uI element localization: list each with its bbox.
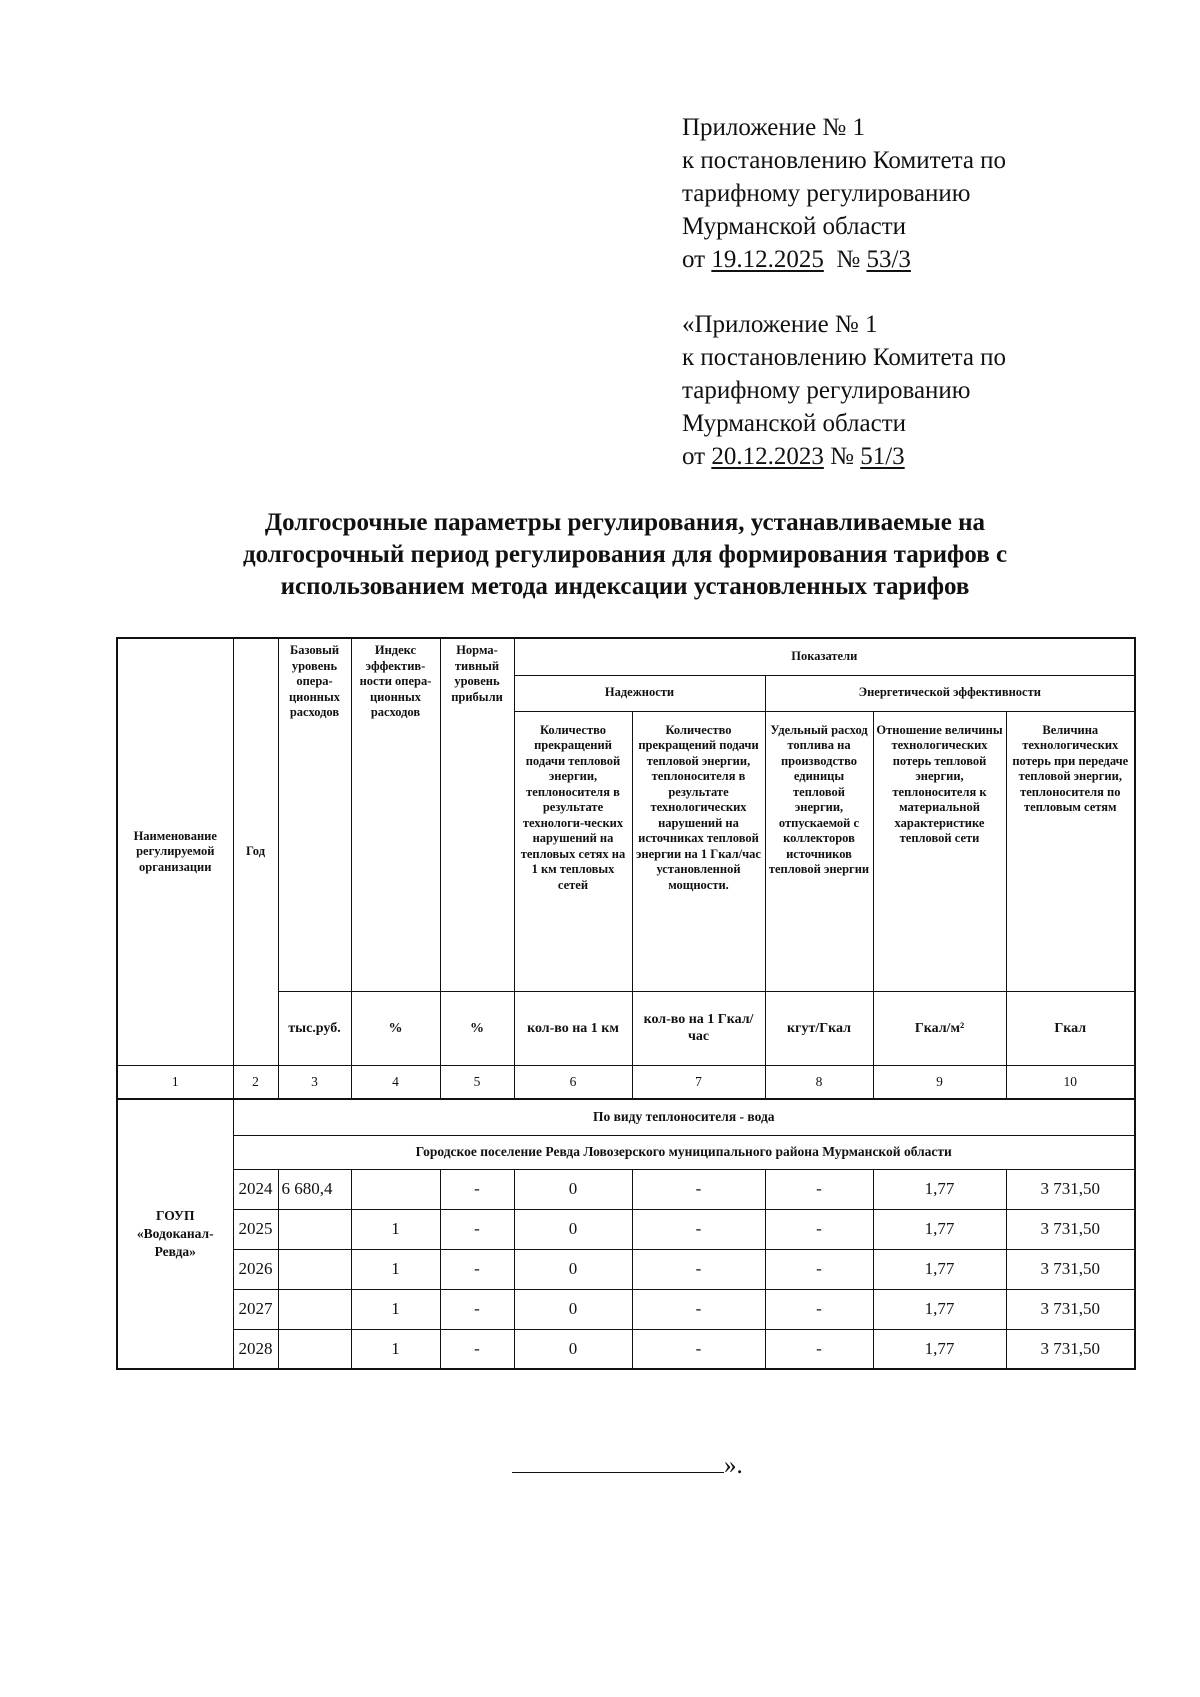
col6-cell: 0 bbox=[514, 1169, 632, 1209]
appendix-line: Приложение № 1 bbox=[682, 114, 866, 141]
col9-cell: 1,77 bbox=[873, 1209, 1006, 1249]
header-efficiency-index: Индекс эффектив-ности опера-ционных расходов bbox=[351, 638, 440, 991]
base-level-cell bbox=[278, 1329, 351, 1369]
col7-cell: - bbox=[632, 1249, 765, 1289]
unit-col6: кол-во на 1 км bbox=[514, 991, 632, 1065]
col6-cell: 0 bbox=[514, 1209, 632, 1249]
col9-cell: 1,77 bbox=[873, 1329, 1006, 1369]
year-cell: 2027 bbox=[233, 1289, 278, 1329]
date-prefix: от bbox=[682, 443, 712, 470]
appendix-date-line bbox=[682, 440, 1006, 473]
blank-underline bbox=[512, 1450, 724, 1473]
header-org-name: Наименование регулируемой организации bbox=[117, 638, 233, 1065]
col6-cell: 0 bbox=[514, 1249, 632, 1289]
appendix-date-line bbox=[682, 243, 1006, 276]
date-prefix: от bbox=[682, 246, 712, 273]
base-level-cell bbox=[278, 1289, 351, 1329]
header-col7: Количество прекращений подачи тепловой энергии, теплоносителя в результате технологических нарушений на источниках тепловой энергии на 1 Гкал/час установленной мощности. bbox=[632, 711, 765, 991]
profit-level-cell: - bbox=[440, 1329, 514, 1369]
column-number: 1 bbox=[117, 1065, 233, 1099]
header-col9: Отношение величины технологических потерь тепловой энергии, теплоносителя к материальной характеристике тепловой сети bbox=[873, 711, 1006, 991]
base-level-cell bbox=[278, 1209, 351, 1249]
efficiency-index-cell: 1 bbox=[351, 1289, 440, 1329]
unit-profit-level: % bbox=[440, 991, 514, 1065]
header-indicators: Показатели bbox=[514, 638, 1135, 675]
header-profit-level: Норма-тивный уровень прибыли bbox=[440, 638, 514, 991]
col8-cell: - bbox=[765, 1209, 873, 1249]
appendix-line: к постановлению Комитета по bbox=[682, 344, 1007, 371]
col7-cell: - bbox=[632, 1329, 765, 1369]
header-year: Год bbox=[233, 638, 278, 1065]
col10-cell: 3 731,50 bbox=[1006, 1169, 1135, 1209]
document-title bbox=[120, 507, 1130, 603]
efficiency-index-cell bbox=[351, 1169, 440, 1209]
title-line: Долгосрочные параметры регулирования, устанавливаемые на bbox=[264, 509, 986, 536]
appendix-heading-new bbox=[682, 111, 1006, 276]
col7-cell: - bbox=[632, 1209, 765, 1249]
col8-cell: - bbox=[765, 1329, 873, 1369]
unit-base-level: тыс.руб. bbox=[278, 991, 351, 1065]
column-number: 9 bbox=[873, 1065, 1006, 1099]
column-number: 5 bbox=[440, 1065, 514, 1099]
base-level-cell: 6 680,4 bbox=[278, 1169, 351, 1209]
year-cell: 2024 bbox=[233, 1169, 278, 1209]
resolution-number: 53/3 bbox=[866, 246, 911, 273]
col8-cell: - bbox=[765, 1289, 873, 1329]
number-prefix: № bbox=[823, 443, 861, 470]
column-number: 3 bbox=[278, 1065, 351, 1099]
efficiency-index-cell: 1 bbox=[351, 1249, 440, 1289]
resolution-number: 51/3 bbox=[860, 443, 905, 470]
efficiency-index-cell: 1 bbox=[351, 1209, 440, 1249]
settlement-label: Городское поселение Ревда Ловозерского муниципального района Мурманской области bbox=[233, 1135, 1135, 1169]
col10-cell: 3 731,50 bbox=[1006, 1249, 1135, 1289]
header-energy-efficiency: Энергетической эффективности bbox=[765, 675, 1135, 711]
appendix-line: к постановлению Комитета по bbox=[682, 147, 1007, 174]
year-cell: 2025 bbox=[233, 1209, 278, 1249]
col9-cell: 1,77 bbox=[873, 1169, 1006, 1209]
column-number: 10 bbox=[1006, 1065, 1135, 1099]
column-number: 6 bbox=[514, 1065, 632, 1099]
col7-cell: - bbox=[632, 1169, 765, 1209]
unit-efficiency-index: % bbox=[351, 991, 440, 1065]
title-line: использованием метода индексации установленных тарифов bbox=[280, 573, 970, 600]
header-col10: Величина технологических потерь при передаче тепловой энергии, теплоносителя по тепловым сетям bbox=[1006, 711, 1135, 991]
unit-col9: Гкал/м² bbox=[873, 991, 1006, 1065]
col9-cell: 1,77 bbox=[873, 1249, 1006, 1289]
unit-col7: кол-во на 1 Гкал/час bbox=[632, 991, 765, 1065]
col10-cell: 3 731,50 bbox=[1006, 1289, 1135, 1329]
resolution-date: 19.12.2025 bbox=[711, 246, 824, 273]
column-number: 4 bbox=[351, 1065, 440, 1099]
profit-level-cell: - bbox=[440, 1209, 514, 1249]
base-level-cell bbox=[278, 1249, 351, 1289]
col10-cell: 3 731,50 bbox=[1006, 1209, 1135, 1249]
unit-col10: Гкал bbox=[1006, 991, 1135, 1065]
year-cell: 2028 bbox=[233, 1329, 278, 1369]
appendix-line: Мурманской области bbox=[682, 213, 907, 240]
appendix-heading-old bbox=[682, 308, 1006, 473]
column-number: 7 bbox=[632, 1065, 765, 1099]
col7-cell: - bbox=[632, 1289, 765, 1329]
header-base-level: Базовый уровень опера-ционных расходов bbox=[278, 638, 351, 991]
number-prefix: № bbox=[823, 246, 867, 273]
col9-cell: 1,77 bbox=[873, 1289, 1006, 1329]
title-line: долгосрочный период регулирования для формирования тарифов с bbox=[242, 541, 1008, 568]
appendix-line: тарифному регулированию bbox=[682, 180, 971, 207]
resolution-date: 20.12.2023 bbox=[711, 443, 824, 470]
closing-signature-line bbox=[512, 1450, 743, 1480]
col10-cell: 3 731,50 bbox=[1006, 1329, 1135, 1369]
closing-quote: ». bbox=[724, 1452, 743, 1479]
col6-cell: 0 bbox=[514, 1329, 632, 1369]
efficiency-index-cell: 1 bbox=[351, 1329, 440, 1369]
profit-level-cell: - bbox=[440, 1169, 514, 1209]
profit-level-cell: - bbox=[440, 1249, 514, 1289]
section-label: По виду теплоносителя - вода bbox=[233, 1099, 1135, 1135]
appendix-line: «Приложение № 1 bbox=[682, 311, 878, 338]
header-col6: Количество прекращений подачи тепловой энергии, теплоносителя в результате технологи-ческих нарушений на тепловых сетях на 1 км тепловых сетей bbox=[514, 711, 632, 991]
col8-cell: - bbox=[765, 1249, 873, 1289]
header-reliability: Надежности bbox=[514, 675, 765, 711]
profit-level-cell: - bbox=[440, 1289, 514, 1329]
column-number: 2 bbox=[233, 1065, 278, 1099]
year-cell: 2026 bbox=[233, 1249, 278, 1289]
organization-name: ГОУП «Водоканал-Ревда» bbox=[117, 1099, 233, 1369]
appendix-line: Мурманской области bbox=[682, 410, 907, 437]
appendix-line: тарифному регулированию bbox=[682, 377, 971, 404]
col6-cell: 0 bbox=[514, 1289, 632, 1329]
header-col8: Удельный расход топлива на производство единицы тепловой энергии, отпускаемой с коллекторов источников тепловой энергии bbox=[765, 711, 873, 991]
column-number: 8 bbox=[765, 1065, 873, 1099]
parameters-table bbox=[116, 637, 1136, 1370]
unit-col8: кгут/Гкал bbox=[765, 991, 873, 1065]
col8-cell: - bbox=[765, 1169, 873, 1209]
